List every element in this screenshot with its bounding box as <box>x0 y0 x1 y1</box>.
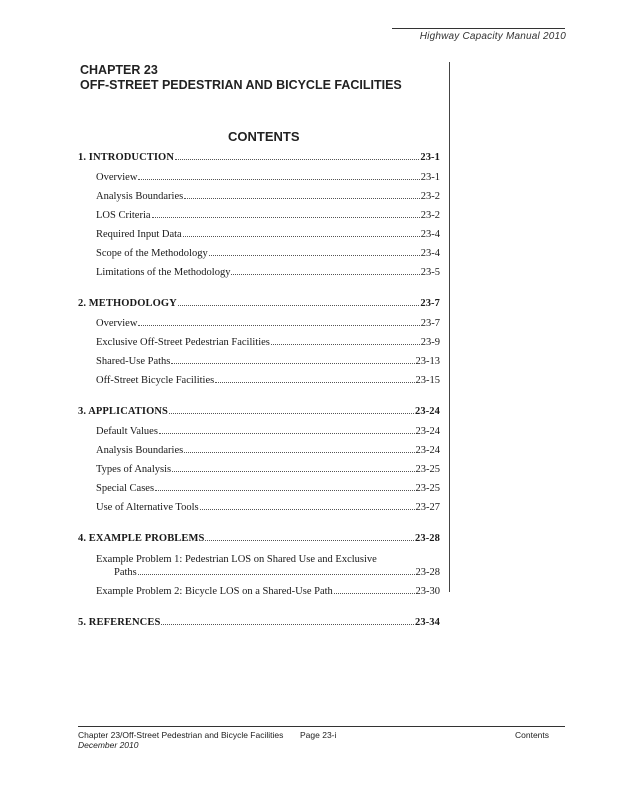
footer-chapter: Chapter 23/Off-Street Pedestrian and Bicycle Facilities <box>78 730 284 740</box>
toc-page-number: 23-24 <box>415 426 440 437</box>
toc-label: Limitations of the Methodology <box>96 267 231 278</box>
toc-label: Overview <box>96 172 138 183</box>
toc-leader-dots <box>171 362 414 364</box>
toc-label: Shared-Use Paths <box>96 356 171 367</box>
toc-entry[interactable] <box>78 502 440 521</box>
footer-page: Page 23-i <box>300 730 337 740</box>
toc-leader-dots <box>205 539 414 541</box>
toc-page-number: 23-7 <box>420 298 440 309</box>
toc-entry[interactable] <box>78 267 440 286</box>
toc-page-number: 23-1 <box>420 172 440 183</box>
toc-entry[interactable] <box>78 337 440 356</box>
toc-label: Special Cases <box>96 483 155 494</box>
toc-label: Overview <box>96 318 138 329</box>
toc-section <box>78 298 440 394</box>
toc-leader-dots <box>184 197 420 199</box>
toc-page-number: 23-2 <box>420 210 440 221</box>
toc-page-number: 23-7 <box>420 318 440 329</box>
toc-page-number: 23-24 <box>415 445 440 456</box>
toc-leader-dots <box>184 451 414 453</box>
toc-section <box>78 617 440 635</box>
toc-label: Analysis Boundaries <box>96 191 184 202</box>
chapter-heading <box>80 63 402 93</box>
toc-label: 4. EXAMPLE PROBLEMS <box>78 533 205 544</box>
toc-page-number: 23-25 <box>415 464 440 475</box>
toc-leader-dots <box>215 381 414 383</box>
margin-rule <box>449 62 450 592</box>
toc-leader-dots <box>169 412 414 414</box>
toc-label: Off-Street Bicycle Facilities <box>96 375 215 386</box>
toc-page-number: 23-5 <box>420 267 440 278</box>
toc-leader-dots <box>231 273 419 275</box>
toc-entry-label-line[interactable]: Example Problem 1: Pedestrian LOS on Shared Use and Exclusive <box>96 554 377 565</box>
toc-label: 1. INTRODUCTION <box>78 152 175 163</box>
footer-rule <box>78 726 565 727</box>
toc-label: Required Input Data <box>96 229 182 240</box>
toc-entry[interactable] <box>78 248 440 267</box>
toc-label: Types of Analysis <box>96 464 172 475</box>
toc-section <box>78 152 440 286</box>
footer-date: December 2010 <box>78 740 139 750</box>
toc-entry[interactable] <box>78 318 440 337</box>
toc-label: 5. REFERENCES <box>78 617 161 628</box>
toc-page-number: 23-34 <box>415 617 440 628</box>
toc-page-number: 23-28 <box>415 533 440 544</box>
toc-section-entry[interactable] <box>78 298 440 316</box>
toc-page-number: 23-4 <box>420 248 440 259</box>
toc-label: 2. METHODOLOGY <box>78 298 177 309</box>
toc-label: Paths <box>114 567 137 578</box>
toc-entry[interactable] <box>78 464 440 483</box>
toc-label: Use of Alternative Tools <box>96 502 199 513</box>
toc-page-number: 23-30 <box>415 586 440 597</box>
toc-page-number: 23-9 <box>420 337 440 348</box>
toc-leader-dots <box>155 489 414 491</box>
toc-label: Scope of the Methodology <box>96 248 208 259</box>
toc-label: 3. APPLICATIONS <box>78 406 168 417</box>
toc-leader-dots <box>138 178 419 180</box>
toc-leader-dots <box>138 573 415 575</box>
toc-entry[interactable] <box>78 586 440 605</box>
toc-section <box>78 406 440 521</box>
toc-page-number: 23-27 <box>415 502 440 513</box>
toc-section-entry[interactable] <box>78 406 440 424</box>
toc-entry[interactable] <box>78 426 440 445</box>
toc-page-number: 23-1 <box>420 152 440 163</box>
toc-section-entry[interactable] <box>78 533 440 551</box>
toc-leader-dots <box>159 432 415 434</box>
toc-section <box>78 533 440 605</box>
footer-section: Contents <box>515 730 550 740</box>
toc-page-number: 23-24 <box>415 406 440 417</box>
toc-entry[interactable] <box>78 356 440 375</box>
toc-leader-dots <box>175 158 419 160</box>
contents-title: CONTENTS <box>228 129 300 144</box>
toc-page-number: 23-4 <box>420 229 440 240</box>
header-rule <box>392 28 565 29</box>
toc-page-number: 23-28 <box>415 567 440 578</box>
chapter-number: CHAPTER 23 <box>80 63 158 77</box>
toc-leader-dots <box>161 623 414 625</box>
toc-leader-dots <box>209 254 420 256</box>
toc-label: Example Problem 2: Bicycle LOS on a Shared-Use Path <box>96 586 333 597</box>
toc-label: LOS Criteria <box>96 210 151 221</box>
toc-entry[interactable] <box>78 375 440 394</box>
toc-section-entry[interactable] <box>78 152 440 170</box>
toc-page-number: 23-15 <box>415 375 440 386</box>
toc-entry[interactable] <box>78 229 440 248</box>
toc-leader-dots <box>271 343 420 345</box>
toc-leader-dots <box>334 592 415 594</box>
toc-entry[interactable] <box>78 191 440 210</box>
toc-leader-dots <box>138 324 419 326</box>
toc-entry[interactable] <box>78 445 440 464</box>
toc-entry[interactable] <box>78 172 440 191</box>
toc-entry[interactable] <box>78 483 440 502</box>
toc-label: Default Values <box>96 426 158 437</box>
toc-entry[interactable] <box>78 567 440 586</box>
toc-label: Analysis Boundaries <box>96 445 184 456</box>
toc-page-number: 23-13 <box>415 356 440 367</box>
running-title: Highway Capacity Manual 2010 <box>419 31 566 42</box>
toc-entry[interactable] <box>78 210 440 229</box>
toc-page-number: 23-25 <box>415 483 440 494</box>
chapter-title: OFF-STREET PEDESTRIAN AND BICYCLE FACILITIES <box>80 78 402 92</box>
toc-leader-dots <box>183 235 420 237</box>
toc-leader-dots <box>200 508 415 510</box>
toc-leader-dots <box>172 470 414 472</box>
table-of-contents <box>78 152 440 647</box>
toc-section-entry[interactable] <box>78 617 440 635</box>
toc-leader-dots <box>152 216 420 218</box>
toc-label: Exclusive Off-Street Pedestrian Facilities <box>96 337 270 348</box>
toc-page-number: 23-2 <box>420 191 440 202</box>
toc-leader-dots <box>178 304 420 306</box>
